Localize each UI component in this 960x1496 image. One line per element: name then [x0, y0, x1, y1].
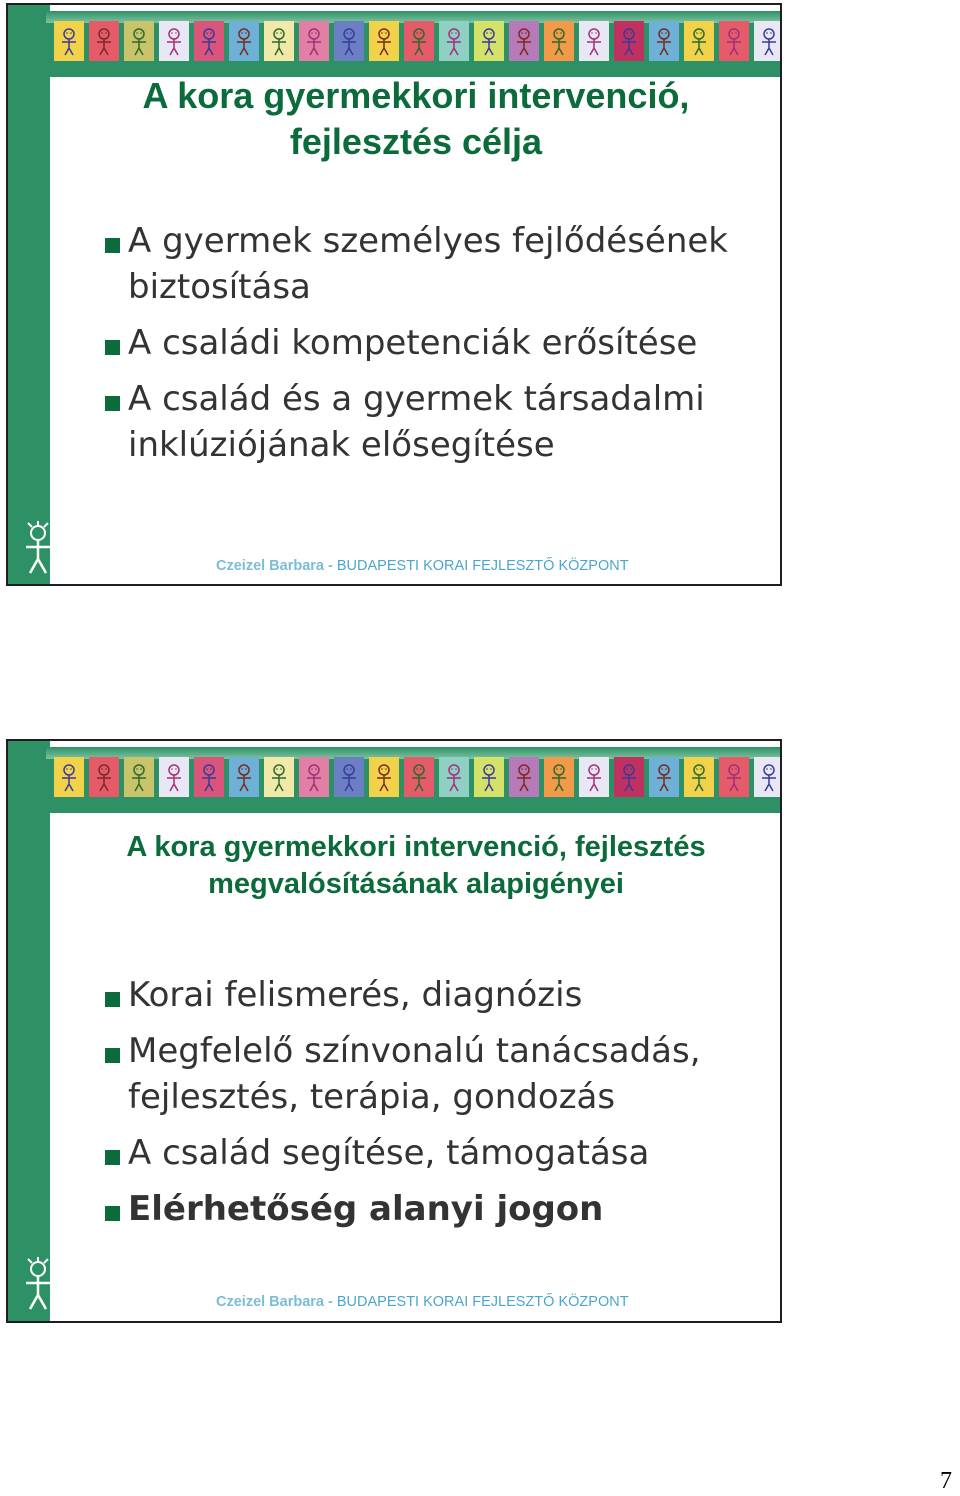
child-drawing-icon: [614, 21, 644, 61]
child-drawing-icon: [649, 757, 679, 797]
child-drawing-icon: [544, 757, 574, 797]
bullet-item: Korai felismerés, diagnózis: [103, 972, 760, 1018]
child-drawing-icon: [684, 21, 714, 61]
child-drawing-icon: [404, 21, 434, 61]
bullet-square-icon: [105, 992, 120, 1007]
child-drawing-icon: [194, 21, 224, 61]
child-drawing-icon: [509, 757, 539, 797]
child-drawing-icon: [89, 21, 119, 61]
child-drawing-icon: [229, 757, 259, 797]
logo-text: Budapesti Korai Fejlesztő Központ: [56, 1258, 107, 1304]
page-number: 7: [940, 1468, 952, 1494]
bullet-item: A család segítése, támogatása: [103, 1130, 760, 1176]
child-drawing-icon: [299, 21, 329, 61]
center-logo: [18, 521, 107, 577]
child-drawing-icon: [54, 757, 84, 797]
bullet-item: Elérhetőség alanyi jogon: [103, 1186, 760, 1232]
child-drawing-icon: [649, 21, 679, 61]
child-drawing-icon: [719, 21, 749, 61]
child-drawing-icon: [439, 757, 469, 797]
bullet-list: [103, 972, 760, 1242]
child-drawing-icon: [124, 757, 154, 797]
child-drawing-icon: [754, 21, 782, 61]
slide-title: A kora gyermekkori intervenció, fejlesztés megvalósításának alapigényei: [126, 831, 706, 900]
drawing-tiles: [54, 21, 782, 61]
bullet-square-icon: [105, 1150, 120, 1165]
child-drawing-icon: [439, 21, 469, 61]
child-drawing-icon: [159, 21, 189, 61]
bullet-item: A család és a gyermek társadalmi inklúziójának elősegítése: [103, 376, 760, 468]
slide-footer: Czeizel Barbara - BUDAPESTI KORAI FEJLESZTŐ KÖZPONT: [216, 1294, 629, 1310]
left-green-stripe: [8, 741, 50, 1321]
bullet-square-icon: [105, 396, 120, 411]
bullet-square-icon: [105, 238, 120, 253]
child-drawing-icon: [89, 757, 119, 797]
drawing-tiles: [54, 757, 782, 797]
child-drawing-icon: [579, 21, 609, 61]
bullet-item: A gyermek személyes fejlődésének biztosítása: [103, 218, 760, 310]
child-drawing-icon: [614, 757, 644, 797]
child-drawing-icon: [124, 21, 154, 61]
slide-footer: Czeizel Barbara - BUDAPESTI KORAI FEJLESZTŐ KÖZPONT: [216, 558, 629, 574]
bullet-item: Megfelelő színvonalú tanácsadás, fejlesztés, terápia, gondozás: [103, 1028, 760, 1120]
child-drawing-icon: [299, 757, 329, 797]
child-drawing-icon: [579, 757, 609, 797]
bullet-square-icon: [105, 340, 120, 355]
child-drawing-icon: [334, 757, 364, 797]
child-drawing-icon: [54, 21, 84, 61]
child-drawing-icon: [474, 21, 504, 61]
child-figure-icon: [18, 521, 58, 577]
bullet-square-icon: [105, 1206, 120, 1221]
children-drawings-banner: [46, 11, 780, 77]
center-logo: [18, 1257, 107, 1313]
child-drawing-icon: [509, 21, 539, 61]
bullet-square-icon: [105, 1048, 120, 1063]
child-drawing-icon: [369, 21, 399, 61]
child-drawing-icon: [334, 21, 364, 61]
child-drawing-icon: [229, 21, 259, 61]
child-drawing-icon: [404, 757, 434, 797]
slide-2: [6, 739, 782, 1323]
child-drawing-icon: [719, 757, 749, 797]
slide-title: A kora gyermekkori intervenció, fejlesztés célja: [142, 75, 690, 162]
child-drawing-icon: [264, 757, 294, 797]
child-drawing-icon: [264, 21, 294, 61]
children-drawings-banner: [46, 747, 780, 813]
child-drawing-icon: [194, 757, 224, 797]
child-figure-icon: [18, 1257, 58, 1313]
child-drawing-icon: [544, 21, 574, 61]
child-drawing-icon: [159, 757, 189, 797]
bullet-list: [103, 218, 760, 478]
left-green-stripe: [8, 5, 50, 584]
child-drawing-icon: [474, 757, 504, 797]
logo-text: Budapesti Korai Fejlesztő Központ: [56, 522, 107, 568]
slide-1: [6, 3, 782, 586]
bullet-item: A családi kompetenciák erősítése: [103, 320, 760, 366]
child-drawing-icon: [369, 757, 399, 797]
child-drawing-icon: [754, 757, 782, 797]
child-drawing-icon: [684, 757, 714, 797]
